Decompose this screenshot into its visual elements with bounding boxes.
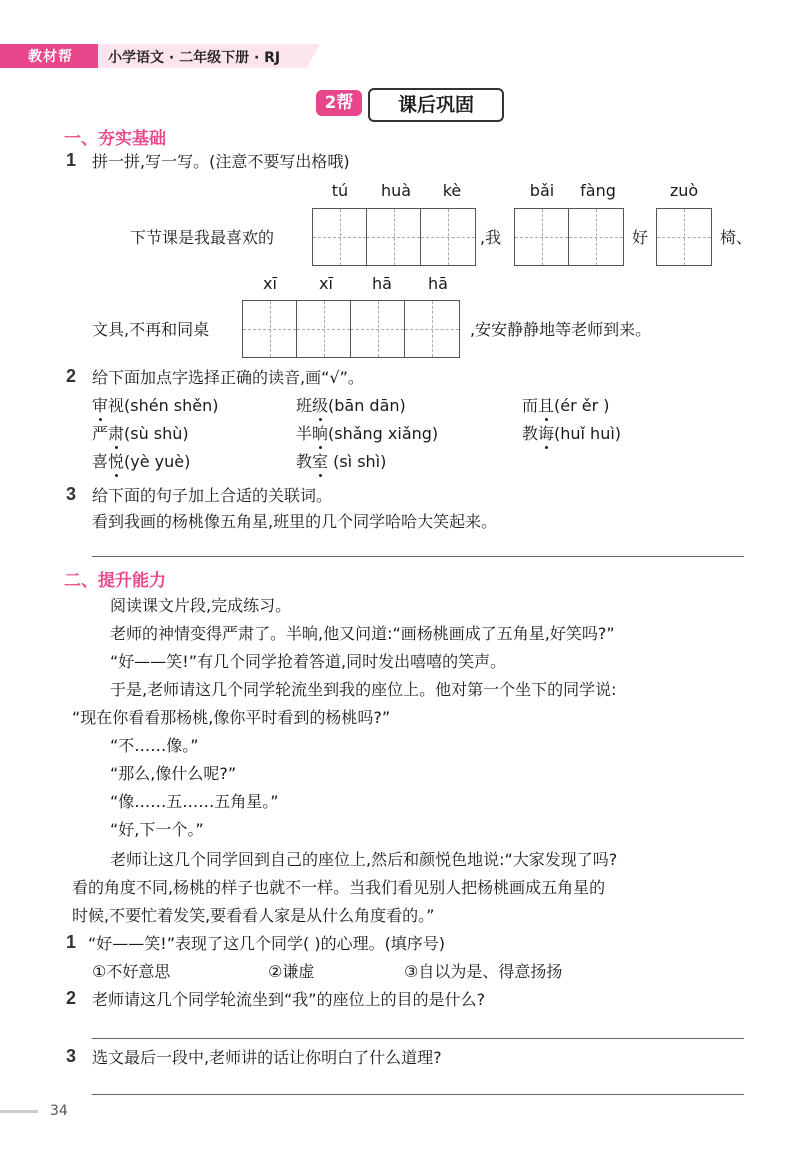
q2-number: 2 [66,366,77,386]
q3-prompt: 给下面的句子加上合适的关联词。 [92,486,333,505]
q2-item[interactable]: 严肃(sù shù) [92,424,189,443]
q2-item[interactable]: 而且(ér ěr ) [522,396,610,415]
pinyin-bai: bǎi [529,181,555,200]
passage-line: “现在你看看那杨桃,像你平时看到的杨桃吗?” [72,708,391,727]
header-book-title: 小学语文 · 二年级下册 · RJ [108,50,281,66]
q3-number: 3 [66,484,77,504]
s2-q3-prompt: 选文最后一段中,老师讲的话让你明白了什么道理? [92,1048,442,1067]
q2-prompt: 给下面加点字选择正确的读音,画“√”。 [92,368,364,387]
writing-grid-zuo[interactable] [656,208,712,266]
passage-line: 老师的神情变得严肃了。半晌,他又问道:“画杨桃画成了五角星,好笑吗?” [110,624,615,643]
s2-q2-number: 2 [66,988,77,1008]
q1-prompt: 拼一拼,写一写。(注意不要写出格哦) [92,152,350,171]
emphasis-dot [545,418,548,421]
s2-q2-prompt: 老师请这几个同学轮流坐到“我”的座位上的目的是什么? [92,990,486,1009]
pinyin-xi-1: xī [263,274,277,293]
pinyin-hua: huà [380,181,412,200]
answer-line[interactable] [92,556,744,557]
s2-q1-option[interactable]: ③自以为是、得意扬扬 [404,962,563,981]
pinyin-ha-1: hā [372,274,392,293]
q1-line2-pre: 文具,不再和同桌 [92,320,210,339]
passage-line: 老师让这几个同学回到自己的座位上,然后和颜悦色地说:“大家发现了吗? [110,850,618,869]
passage-line: “不……像。” [110,736,199,755]
q2-item[interactable]: 教诲(huǐ huì) [522,424,622,443]
footer-bar [0,1110,38,1113]
emphasis-dot [99,418,102,421]
writing-grid-xixihaha[interactable] [242,300,460,358]
emphasis-dot [319,418,322,421]
passage-line: “好,下一个。” [110,820,204,839]
s2-q3-number: 3 [66,1046,77,1066]
s2-q1-option[interactable]: ②谦虚 [268,962,315,981]
q2-item[interactable]: 审视(shén shěn) [92,396,219,415]
q2-item[interactable]: 教室 (sì shì) [296,452,387,471]
passage-line: “像……五……五角星。” [110,792,279,811]
emphasis-dot [545,446,548,449]
q3-sentence: 看到我画的杨桃像五角星,班里的几个同学哈哈大笑起来。 [92,512,498,531]
pinyin-tu: tú [331,181,349,200]
s2-q1-prompt: “好——笑!”表现了这几个同学( )的心理。(填序号) [88,934,446,953]
section1-heading: 一、夯实基础 [64,129,166,149]
q1-line1-mid1: ,我 [480,228,502,247]
reading-intro: 阅读课文片段,完成练习。 [110,596,292,615]
pinyin-fang: fàng [580,181,616,200]
q1-line1-pre: 下节课是我最喜欢的 [130,228,275,247]
q2-item[interactable]: 喜悦(yè yuè) [92,452,191,471]
passage-line: “好——笑!”有几个同学抢着答道,同时发出嘻嘻的笑声。 [110,652,507,671]
passage-line: 看的角度不同,杨桃的样子也就不一样。当我们看见别人把杨桃画成五角星的 [72,878,606,897]
q1-line2-post: ,安安静静地等老师到来。 [470,320,652,339]
passage-line: 时候,不要忙着发笑,要看看人家是从什么角度看的。” [72,906,435,925]
emphasis-dot [115,474,118,477]
header-brand: 教材帮 [28,49,73,65]
passage-line: 于是,老师请这几个同学轮流坐到我的座位上。他对第一个坐下的同学说: [110,680,617,699]
q1-number: 1 [66,150,77,170]
pinyin-ha-2: hā [428,274,448,293]
pinyin-xi-2: xī [319,274,333,293]
title-badge: 2帮 [316,90,362,116]
page-title: 课后巩固 [368,88,504,122]
passage-line: “那么,像什么呢?” [110,764,237,783]
section2-heading: 二、提升能力 [64,571,166,591]
q2-item[interactable]: 半晌(shǎng xiǎng) [296,424,439,443]
answer-line[interactable] [92,1094,744,1095]
q1-line1-mid2: 好 [632,228,649,247]
emphasis-dot [319,446,322,449]
q1-line1-post: 椅、 [720,228,753,247]
emphasis-dot [115,446,118,449]
q2-item[interactable]: 班级(bān dān) [296,396,406,415]
writing-grid-baifang[interactable] [514,208,624,266]
page-number: 34 [50,1103,68,1119]
writing-grid-tuhuake[interactable] [312,208,476,266]
answer-line[interactable] [92,1038,744,1039]
pinyin-ke: kè [442,181,462,200]
pinyin-zuo: zuò [669,181,699,200]
s2-q1-number: 1 [66,932,77,952]
s2-q1-option[interactable]: ①不好意思 [92,962,171,981]
emphasis-dot [319,474,322,477]
